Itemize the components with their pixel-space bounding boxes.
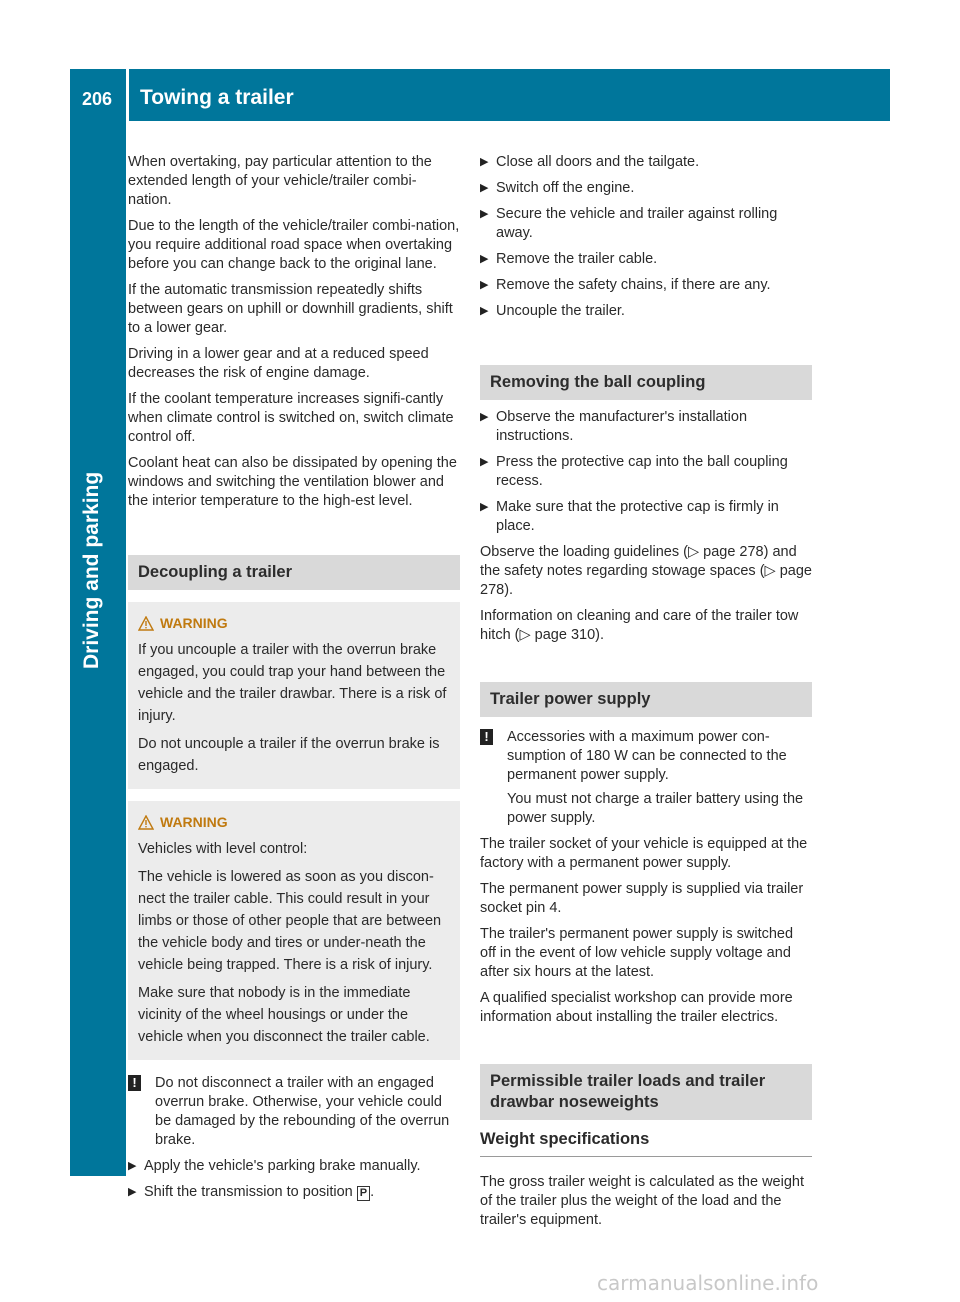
warning-text: Make sure that nobody is in the immediate vicinity of the wheel housings or under the vehicle when you disconnect the trailer cable. [138, 985, 430, 1045]
watermark-text: carmanualsonline.info [597, 1271, 819, 1295]
paragraph: If the automatic transmission repeatedly shifts between gears on uphill or downhill gradients, shift to a lower gear. [128, 282, 453, 336]
paragraph: A qualified specialist workshop can provide more information about installing the trailer electrics. [480, 990, 793, 1025]
paragraph: The permanent power supply is supplied via trailer socket pin 4. [480, 881, 804, 916]
warning-heading [138, 811, 450, 833]
step-arrow-icon: ▶ [480, 182, 489, 194]
power-note [480, 728, 812, 828]
right-column [480, 153, 812, 1237]
paragraph: If the coolant temperature increases signifi-cantly when climate control is switched on, switch climate control off. [128, 391, 454, 445]
paragraph: Information on cleaning and care of the trailer tow hitch (▷ page 310). [480, 608, 799, 643]
warning-box [128, 801, 460, 1060]
step-arrow-icon: ▶ [480, 456, 489, 468]
warning-label: WARNING [160, 615, 228, 631]
step-text: Make sure that the protective cap is firmly in place. [496, 499, 779, 534]
step-arrow-icon: ▶ [480, 305, 489, 317]
list-item: ▶ Shift the transmission to position P . [128, 1184, 375, 1200]
paragraph: The trailer's permanent power supply is switched off in the event of low vehicle supply voltage and after six hours at the latest. [480, 926, 794, 980]
paragraph: Due to the length of the vehicle/trailer combi-nation, you require additional road space when overtaking before you can change back to the original lane. [128, 218, 460, 272]
warning-text: Do not uncouple a trailer if the overrun brake is engaged. [138, 736, 440, 774]
list-item [480, 153, 812, 172]
step-arrow-icon: ▶ [480, 208, 489, 220]
warning-label: WARNING [160, 814, 228, 830]
step-text: Shift the transmission to position [144, 1184, 353, 1200]
chapter-tab [70, 121, 126, 1176]
paragraph: The trailer socket of your vehicle is equipped at the factory with a permanent power supply. [480, 836, 808, 871]
page-title: Towing a trailer [140, 86, 294, 109]
subheading-weight-specifications: Weight specifications [480, 1130, 812, 1157]
step-text: Remove the trailer cable. [496, 251, 658, 267]
note-text: Do not disconnect a trailer with an engaged overrun brake. Otherwise, your vehicle could be damaged by the rebounding of the overrun brake. [155, 1075, 450, 1148]
list-item [480, 179, 812, 198]
step-arrow-icon: ▶ [480, 279, 489, 291]
page-header [70, 69, 890, 121]
warning-triangle-icon [138, 616, 154, 631]
paragraph: When overtaking, pay particular attention to the extended length of your vehicle/trailer combi-nation. [128, 154, 432, 208]
paragraph: Coolant heat can also be dissipated by opening the windows and switching the ventilation blower and the interior temperature to the high-est level. [128, 455, 457, 509]
paragraph: Driving in a lower gear and at a reduced speed decreases the risk of engine damage. [128, 346, 429, 381]
step-text: Remove the safety chains, if there are any. [496, 277, 771, 293]
park-position-key: P [357, 1186, 370, 1201]
warning-box [128, 602, 460, 789]
warning-text: Vehicles with level control: [138, 841, 308, 857]
section-heading-decoupling: Decoupling a trailer [128, 555, 460, 590]
step-arrow-icon: ▶ [480, 253, 489, 265]
header-divider [126, 69, 129, 121]
section-heading-trailer-loads: Permissible trailer loads and trailer drawbar noseweights [480, 1064, 812, 1120]
exclamation-icon: ! [480, 729, 493, 745]
warning-heading [138, 612, 450, 634]
step-arrow-icon: ▶ [128, 1186, 137, 1198]
section-heading-power-supply: Trailer power supply [480, 682, 812, 717]
note-text: You must not charge a trailer battery using the power supply. [507, 791, 804, 826]
chapter-label: Driving and parking [80, 471, 103, 669]
warning-triangle-icon [138, 815, 154, 830]
step-text: Secure the vehicle and trailer against rolling away. [496, 206, 778, 241]
list-item [480, 498, 812, 536]
list-item [480, 250, 812, 269]
step-arrow-icon: ▶ [480, 411, 489, 423]
step-text: Apply the vehicle's parking brake manually. [144, 1158, 421, 1174]
warning-text: If you uncouple a trailer with the overrun brake engaged, you could trap your hand between the vehicle and the trailer drawbar. There is a risk of injury. [138, 642, 447, 724]
step-text: Observe the manufacturer's installation instructions. [496, 409, 748, 444]
page-number: 206 [82, 89, 113, 109]
step-text: Switch off the engine. [496, 180, 635, 196]
list-item [480, 302, 812, 321]
step-text: Close all doors and the tailgate. [496, 154, 700, 170]
step-text: Uncouple the trailer. [496, 303, 625, 319]
step-text: Press the protective cap into the ball coupling recess. [496, 454, 788, 489]
exclamation-icon: ! [128, 1075, 141, 1091]
warning-text: The vehicle is lowered as soon as you discon-nect the trailer cable. This could result in your limbs or those of other people that are between the vehicle body and tires or under-neath the vehicle being trapped. There is a risk of injury. [138, 869, 442, 973]
step-arrow-icon: ▶ [480, 501, 489, 513]
left-column [128, 153, 460, 1209]
note-text: Accessories with a maximum power con-sumption of 180 W can be connected to the permanent power supply. [507, 729, 787, 783]
section-heading-ball-coupling: Removing the ball coupling [480, 365, 812, 400]
damage-note [128, 1074, 460, 1150]
list-item [128, 1157, 460, 1176]
list-item [480, 205, 812, 243]
step-arrow-icon: ▶ [128, 1160, 137, 1172]
list-item [480, 453, 812, 491]
paragraph: Observe the loading guidelines (▷ page 278) and the safety notes regarding stowage spaces (▷ page 278). [480, 544, 812, 598]
list-item [480, 276, 812, 295]
step-arrow-icon: ▶ [480, 156, 489, 168]
paragraph: The gross trailer weight is calculated as the weight of the trailer plus the weight of the load and the trailer's equipment. [480, 1174, 804, 1228]
list-item [480, 408, 812, 446]
